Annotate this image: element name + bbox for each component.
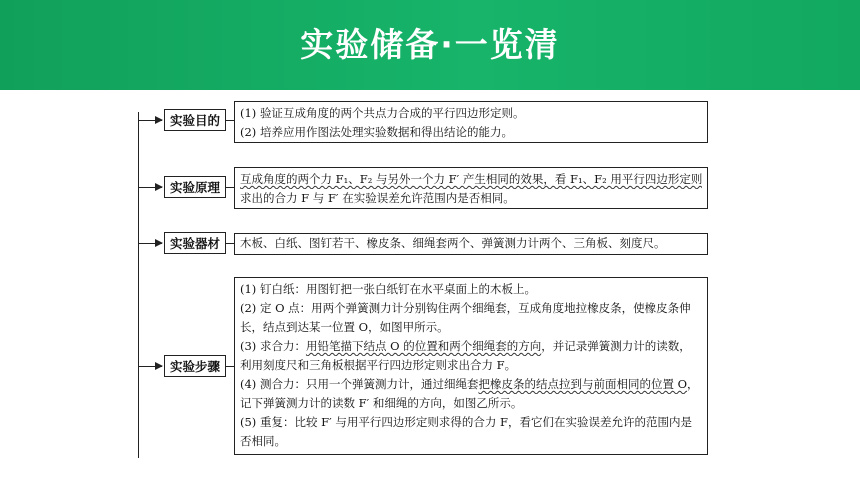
branch-arrow-purpose	[138, 120, 162, 121]
content-line: (1) 验证互成角度的两个共点力合成的平行四边形定则。	[240, 106, 525, 120]
branch-arrow-steps	[138, 366, 162, 367]
content-line: 记下弹簧测力计的读数 F′ 和细绳的方向，如图乙所示。	[240, 396, 523, 410]
section-box-materials	[234, 233, 708, 255]
section-box-purpose	[234, 101, 708, 143]
link-line-purpose	[226, 120, 234, 121]
link-line-steps	[226, 366, 234, 367]
branch-arrow-principle	[138, 187, 162, 188]
content-line: 求出的合力 F 与 F′ 在实验误差允许范围内是否相同。	[240, 191, 515, 205]
content-line: 利用刻度尺和三角板根据平行四边形定则求出合力 F。	[240, 358, 517, 372]
content-line: (4) 测合力：只用一个弹簧测力计，通过细绳套把橡皮条的结点拉到与前面相同的位置 O，	[240, 377, 699, 391]
section-label-purpose: 实验目的	[164, 109, 226, 131]
branch-arrow-materials	[138, 243, 162, 244]
page-title: 实验储备·一览清	[300, 25, 560, 64]
content-line: (1) 钉白纸：用图钉把一张白纸钉在水平桌面上的木板上。	[240, 282, 536, 296]
content-line: 互成角度的两个力 F₁、F₂ 与另外一个力 F′ 产生相同的效果，看 F₁、F₂ 用平行四边形定则	[240, 172, 702, 186]
content-line: (3) 求合力：用铅笔描下结点 O 的位置和两个细绳套的方向，并记录弹簧测力计的读数，	[240, 339, 691, 353]
content-line: 长，结点到达某一位置 O，如图甲所示。	[240, 320, 449, 334]
section-box-principle	[234, 167, 708, 209]
content-line: 否相同。	[240, 434, 286, 448]
link-line-materials	[226, 243, 234, 244]
header-banner	[0, 0, 860, 90]
content-line: (5) 重复：比较 F′ 与用平行四边形定则求得的合力 F，看它们在实验误差允许的范围内是	[240, 415, 692, 429]
content-line: (2) 培养应用作图法处理实验数据和得出结论的能力。	[240, 125, 513, 139]
section-label-principle: 实验原理	[164, 176, 226, 198]
content-line: (2) 定 O 点：用两个弹簧测力计分别钩住两个细绳套，互成角度地拉橡皮条，使橡皮条伸	[240, 301, 691, 315]
tree-trunk-line	[138, 112, 139, 458]
section-label-materials: 实验器材	[164, 232, 226, 254]
section-label-steps: 实验步骤	[164, 355, 226, 377]
content-line: 木板、白纸、图钉若干、橡皮条、细绳套两个、弹簧测力计两个、三角板、刻度尺。	[240, 236, 666, 250]
section-box-steps	[234, 277, 708, 455]
link-line-principle	[226, 187, 234, 188]
